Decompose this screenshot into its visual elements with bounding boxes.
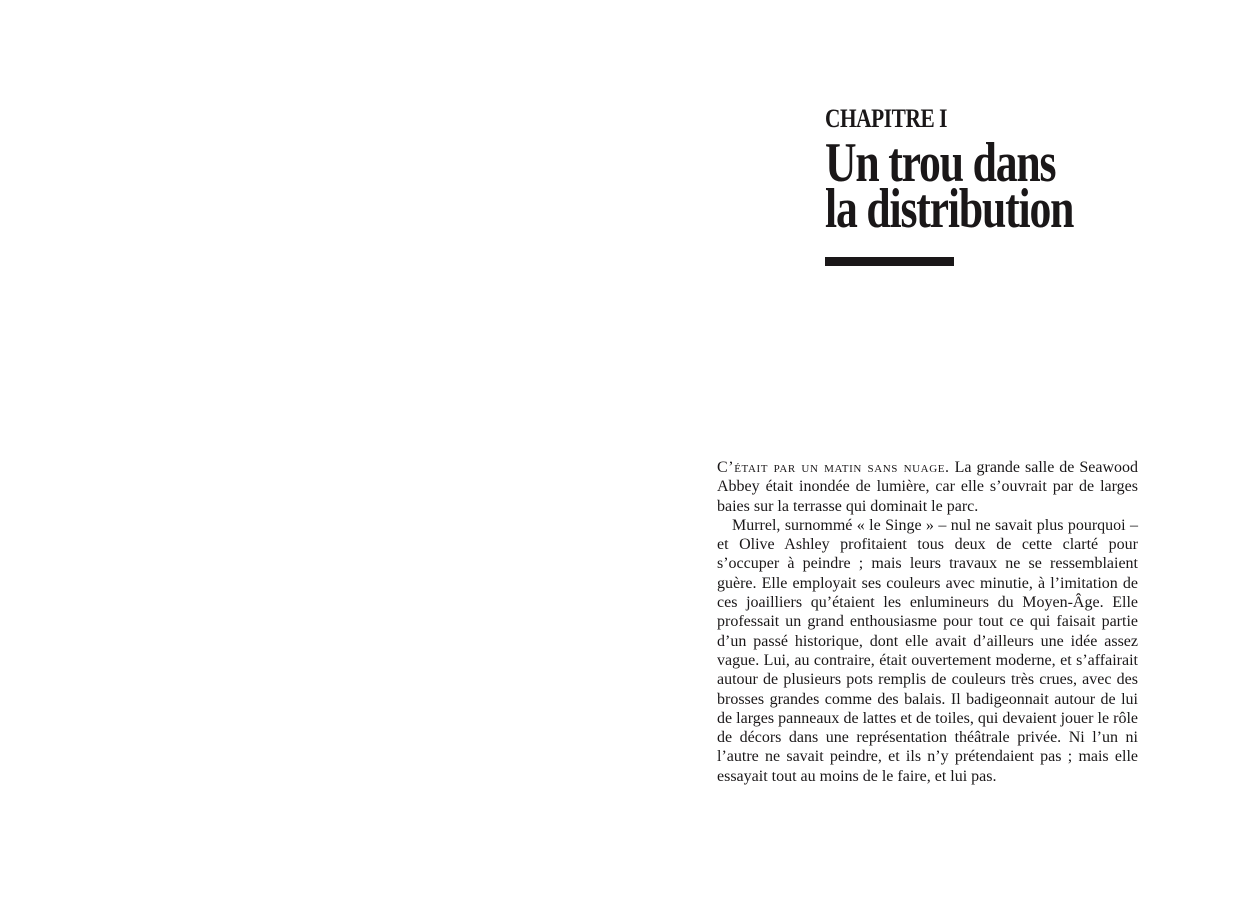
paragraph-1-text: La grande salle de Seawood Abbey était inondée de lumière, car elle s’ouvrait par de larges baies sur la terrasse qui dominait le parc.	[717, 459, 1139, 515]
chapter-label: CHAPITRE I	[825, 104, 948, 133]
paragraph-1-lead: C’était par un matin sans nuage.	[717, 459, 950, 476]
right-page	[630, 0, 1260, 921]
paragraph-1	[717, 458, 1138, 516]
chapter-title-rule	[825, 257, 954, 266]
paragraph-2: Murrel, surnommé « le Singe » – nul ne savait plus pourquoi – et Olive Ashley profitaient tous deux de cette clarté pour s’occuper à peindre ; mais leurs travaux ne se ressemblaient guère. Elle employait ses couleurs avec minutie, à l’imitation de ces joailliers qu’étaient les enlumineurs du Moyen-Âge. Elle professait un grand enthousiasme pour tout ce qui faisait partie d’un passé historique, dont elle avait d’ailleurs une idée assez vague. Lui, au contraire, était ouvertement moderne, et s’affairait autour de plusieurs pots remplis de couleurs très crues, avec des brosses grandes comme des balais. Il badigeonnait autour de lui de larges panneaux de lattes et de toiles, qui devaient jouer le rôle de décors dans une représentation théâtrale privée. Ni l’un ni l’autre ne savait peindre, et ils n’y prétendaient pas ; mais elle essayait tout au moins de le faire, et lui pas.	[717, 516, 1138, 785]
chapter-body	[717, 458, 1138, 786]
chapter-title-line-1: Un trou dans	[825, 132, 1056, 194]
chapter-title-line-2: la distribution	[825, 178, 1074, 240]
chapter-title	[825, 132, 1074, 240]
